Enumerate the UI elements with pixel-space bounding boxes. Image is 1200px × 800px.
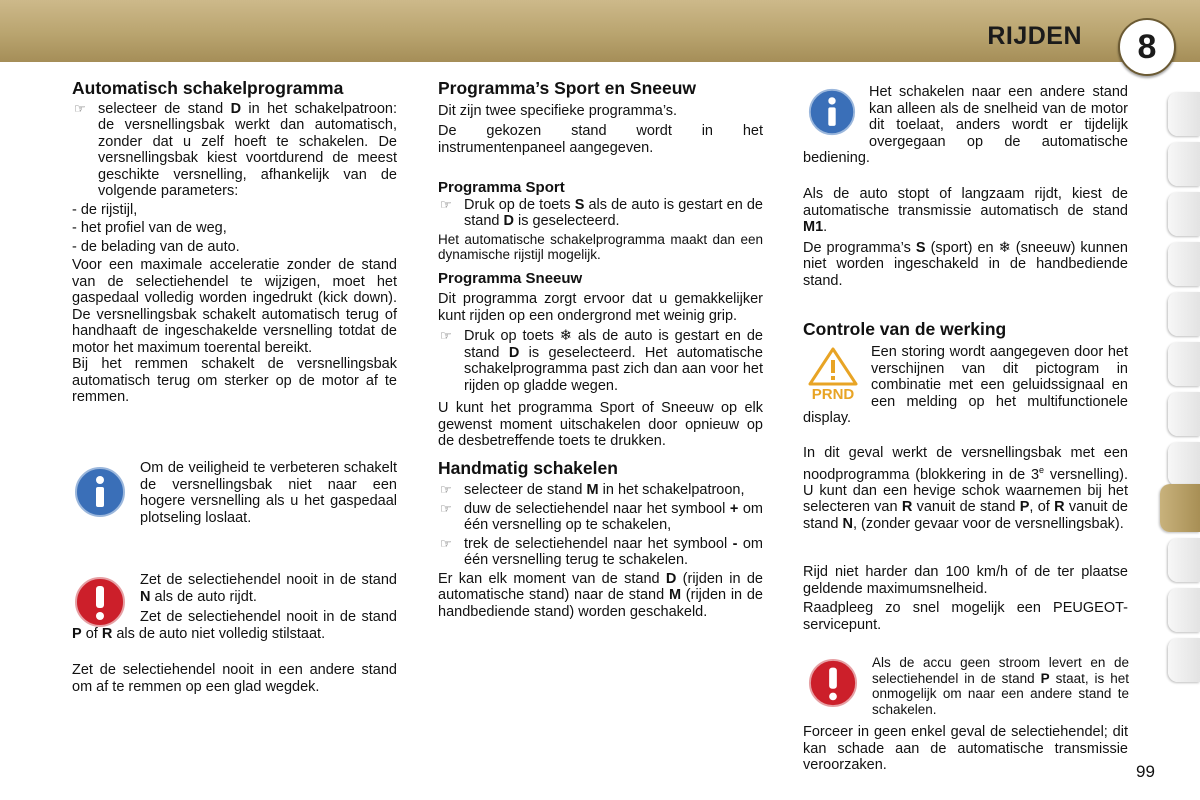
pointing-hand-icon: ☞ <box>74 100 86 116</box>
warning-note-1: Zet de selectiehendel nooit in de stand N als de auto rijdt. <box>140 572 397 605</box>
paragraph: Het automatische schakelprogramma maakt dan een dynamische rijstijl mogelijk. <box>438 231 763 262</box>
chapter-tab[interactable] <box>1168 588 1200 632</box>
heading-sport-snow: Programma’s Sport en Sneeuw <box>438 78 697 98</box>
chapter-tab[interactable] <box>1168 142 1200 186</box>
chapter-tab[interactable] <box>1168 638 1200 682</box>
subheading-snow: Programma Sneeuw <box>438 269 583 287</box>
battery-warning-note: Als de accu geen stroom levert en de selectiehendel in de stand P staat, is het onmogelijk om naar een andere stand te schakelen. <box>872 655 1129 717</box>
chapter-tab[interactable] <box>1168 192 1200 236</box>
paragraph: Dit programma zorgt ervoor dat u gemakkelijker kunt rijden op een ondergrond met weinig grip. <box>438 291 763 324</box>
chapter-tab[interactable] <box>1168 292 1200 336</box>
list-item: - het profiel van de weg, <box>72 220 227 236</box>
info-icon <box>74 466 126 518</box>
paragraph: De programma’s S (sport) en ❄ (sneeuw) kunnen niet worden ingeschakeld in de handbediende stand. <box>803 239 1128 289</box>
chapter-tabs <box>1160 80 1200 760</box>
paragraph: Bij het remmen schakelt de versnellingsbak automatisch terug om sterker op de motor af te remmen. <box>72 356 397 405</box>
list-item: ☞ selecteer de stand M in het schakelpatroon, <box>440 482 745 498</box>
chapter-tab[interactable] <box>1168 242 1200 286</box>
paragraph: Voor een maximale acceleratie zonder de stand van de selectiehendel te wijzigen, moet het gaspedaal volledig worden ingedrukt (kick down). De versnellingsbak schakelt automatisch terug of handhaaft de ingeschakelde versnelling totdat de motor het maximum toerental bereikt. <box>72 257 397 356</box>
control-paragraph-2: In dit geval werkt de versnellingsbak met een noodprogramma (blokkering in de 3e versnelling). U kunt dan een hevige schok waarnemen bij het selecteren van R vanuit de stand P, of R vanuit de stand N, (zonder gevaar voor de versnellingsbak). <box>803 445 1129 532</box>
heading-automatic-program: Automatisch schakelprogramma <box>72 78 344 98</box>
heading-manual: Handmatig schakelen <box>438 457 618 478</box>
list-item: ☞ trek de selectiehendel naar het symbool - om één versnelling terug te schakelen. <box>440 535 763 568</box>
pointing-hand-icon: ☞ <box>440 482 452 497</box>
list-item: - de rijstijl, <box>72 201 138 218</box>
control-paragraph-4: Raadpleeg zo snel mogelijk een PEUGEOT-servicepunt. <box>803 600 1128 633</box>
paragraph: Er kan elk moment van de stand D (rijden in de automatische stand) naar de stand M (rijden in de handbediende stand) worden geschakeld. <box>438 570 763 620</box>
paragraph: U kunt het programma Sport of Sneeuw op elk gewenst moment uitschakelen door opnieuw op de desbetreffende toets te drukken. <box>438 400 763 449</box>
list-item: ☞ duw de selectiehendel naar het symbool + om één versnelling op te schakelen, <box>440 500 764 533</box>
chapter-tab[interactable] <box>1168 538 1200 582</box>
pointing-hand-icon: ☞ <box>440 500 452 516</box>
heading-control: Controle van de werking <box>803 319 1007 339</box>
warning-note-3: Zet de selectiehendel nooit in een andere stand om af te remmen op een glad wegdek. <box>72 662 397 695</box>
chapter-tab-active[interactable] <box>1160 484 1200 532</box>
control-paragraph-1: Een storing wordt aangegeven door het verschijnen van dit pictogram in combinatie met een geluidssignaal en een melding op het multifunctionele display. <box>803 344 1128 426</box>
list-item: ☞ selecteer de stand D in het schakelpatroon: de versnellingsbak werkt dan automatisch, zonder dat u zelf hoeft te schakelen. De versnellingsbak kiest voortdurend de meest geschikte versnelling, afhankelijk van de volgende parameters: <box>74 100 397 199</box>
list-item: - de belading van de auto. <box>72 238 240 255</box>
section-title: RIJDEN <box>987 22 1082 50</box>
list-item: ☞ Druk op de toets S als de auto is gestart en de stand D is geselecteerd. <box>440 196 763 229</box>
chapter-tab[interactable] <box>1168 342 1200 386</box>
list-item: ☞ Druk op toets ❄ als de auto is gestart en de stand D is geselecteerd. Het automatische schakelprogramma past zich dan aan voor het rijden op gladde wegen. <box>440 328 763 394</box>
pointing-hand-icon: ☞ <box>440 196 452 212</box>
subheading-sport: Programma Sport <box>438 179 565 196</box>
chapter-tab[interactable] <box>1168 442 1200 486</box>
force-warning-note: Forceer in geen enkel geval de selectiehendel; dit kan schade aan de automatische transmissie veroorzaken. <box>803 724 1128 773</box>
paragraph: De gekozen stand wordt in het instrumentenpaneel aangegeven. <box>438 123 763 156</box>
column-1 <box>72 80 397 408</box>
paragraph: Als de auto stopt of langzaam rijdt, kiest de automatische transmissie automatisch de stand M1. <box>803 186 1128 235</box>
paragraph: Dit zijn twee specifieke programma’s. <box>438 102 678 119</box>
pointing-hand-icon: ☞ <box>440 328 452 343</box>
info-note: Om de veiligheid te verbeteren schakelt de versnellingsbak niet naar een hogere versnelling als u het gaspedaal plotseling loslaat. <box>140 460 397 526</box>
control-paragraph-3: Rijd niet harder dan 100 km/h of de ter plaatse geldende maximumsnelheid. <box>803 564 1128 597</box>
info-note-shift: Het schakelen naar een andere stand kan alleen als de snelheid van de motor dit toelaat, anders wordt er tijdelijk overgegaan op de automatische bediening. <box>803 84 1128 166</box>
warning-icon <box>808 658 858 708</box>
prnd-label: PRND <box>811 386 855 402</box>
chapter-tab[interactable] <box>1168 392 1200 436</box>
chapter-number: 8 <box>1118 18 1176 76</box>
pointing-hand-icon: ☞ <box>440 535 452 551</box>
chapter-tab[interactable] <box>1168 92 1200 136</box>
column-2 <box>438 80 763 622</box>
column-3 <box>803 186 1128 338</box>
warning-note-2: Zet de selectiehendel nooit in de stand P of R als de auto niet volledig stilstaat. <box>72 609 397 642</box>
page-number: 99 <box>1136 762 1155 781</box>
